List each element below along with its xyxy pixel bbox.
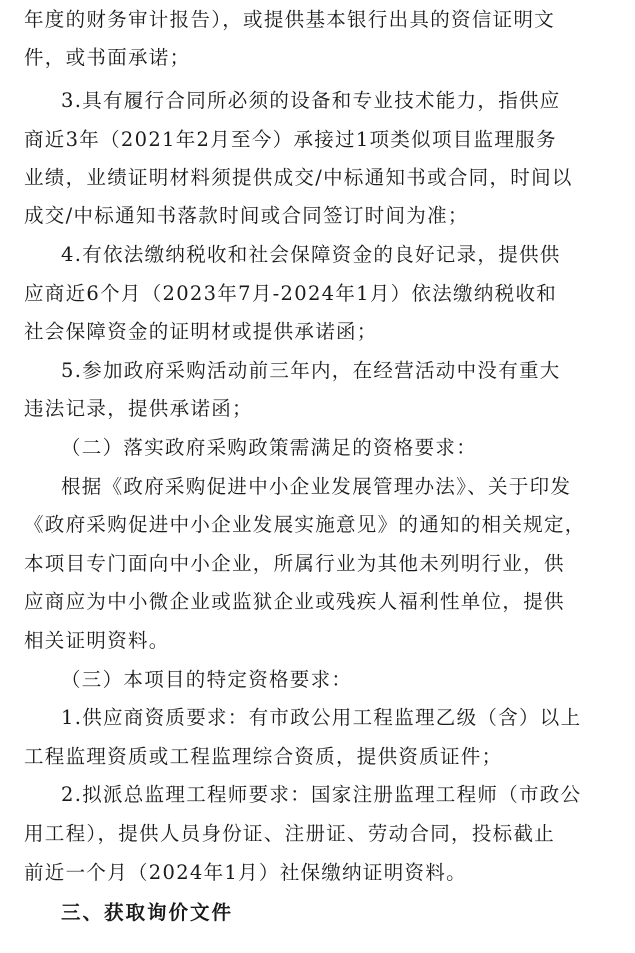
text-line: 件，或书面承诺； xyxy=(24,46,191,69)
text-line: 前近一个月（2024年1月）社保缴纳证明资料。 xyxy=(24,861,467,884)
text-line: 2.拟派总监理工程师要求：国家注册监理工程师（市政公 xyxy=(61,783,582,806)
text-line: 违法记录，提供承诺函； xyxy=(24,397,253,420)
text-line: 5.参加政府采购活动前三年内，在经营活动中没有重大 xyxy=(61,359,561,382)
text-line: 社会保障资金的证明材或提供承诺函； xyxy=(24,320,378,343)
text-line: 应商应为中小微企业或监狱企业或残疾人福利性单位，提供 xyxy=(24,590,565,613)
chapter-heading: 三、获取询价文件 xyxy=(61,901,234,924)
section-heading: （二）落实政府采购政策需满足的资格要求： xyxy=(61,436,478,459)
text-line: 4.有依法缴纳税收和社会保障资金的良好记录，提供供 xyxy=(61,243,561,266)
text-line: 相关证明资料。 xyxy=(24,629,170,652)
text-line: 1.供应商资质要求：有市政公用工程监理乙级（含）以上 xyxy=(61,706,582,729)
text-line: 本项目专门面向中小企业，所属行业为其他未列明行业，供 xyxy=(24,552,565,575)
text-line: 商近3年（2021年2月至今）承接过1项类似项目监理服务 xyxy=(24,128,557,151)
text-line: 《政府采购促进中小企业发展实施意见》的通知的相关规定， xyxy=(24,513,586,536)
text-line: 3.具有履行合同所必须的设备和专业技术能力，指供应 xyxy=(61,89,561,112)
text-line: 应商近6个月（2023年7月-2024年1月）依法缴纳税收和 xyxy=(24,282,558,305)
text-line: 用工程），提供人员身份证、注册证、劳动合同，投标截止 xyxy=(24,822,556,845)
text-line: 年度的财务审计报告），或提供基本银行出具的资信证明文 xyxy=(24,8,556,31)
text-line: 工程监理资质或工程监理综合资质，提供资质证件； xyxy=(24,745,503,768)
text-line: 成交/中标通知书落款时间或合同签订时间为准； xyxy=(24,204,469,227)
text-line: 根据《政府采购促进中小企业发展管理办法》、关于印发 xyxy=(61,475,572,498)
text-line: 业绩，业绩证明材料须提供成交/中标通知书或合同，时间以 xyxy=(24,166,573,189)
section-heading: （三）本项目的特定资格要求： xyxy=(61,668,353,691)
